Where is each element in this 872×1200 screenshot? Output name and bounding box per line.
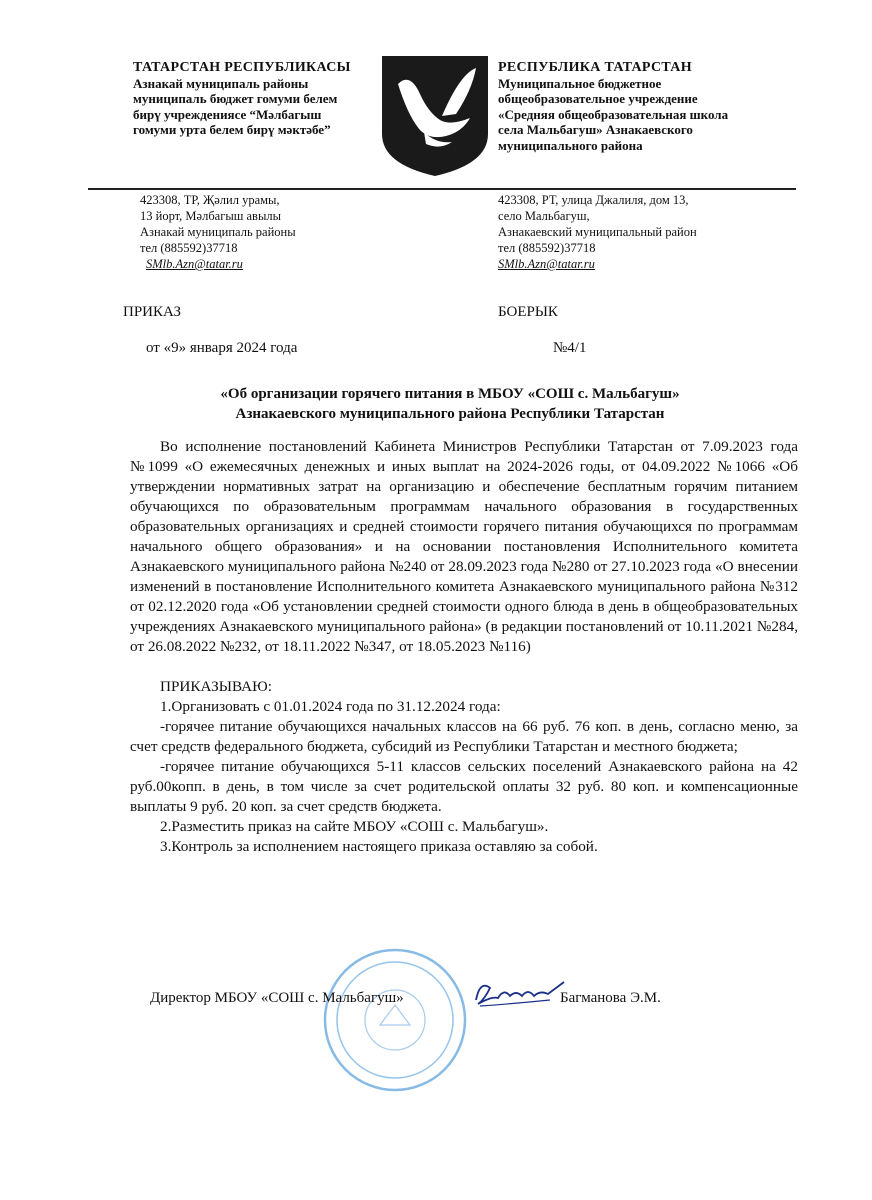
eagle-emblem-icon: [380, 54, 490, 178]
header-right-line: «Средняя общеобразовательная школа: [498, 106, 729, 122]
order-date: от «9» января 2024 года: [146, 340, 298, 356]
document-body: [130, 437, 798, 857]
preamble-paragraph: Во исполнение постановлений Кабинета Министров Республики Татарстан от 7.09.2023 года №1099 «О ежемесячных денежных и иных выплат на 2024-2026 годы, от 04.09.2022 №1066 «Об утверждении нормативных затрат на организацию и обеспечение бесплатным горячим питанием обучающихся по образовательным программам начального образования в государственных образовательных организациях и средней стоимости горячего питания обучающихся по программам начального общего образования» и на основании постановления Исполнительного комитета Азнакаевского муниципального района №240 от 28.09.2023 года №280 от 27.10.2023 года «О внесении изменений в постановление Исполнительного комитета Азнакаевского муниципального района №312 от 02.12.2020 года «Об установлении средней стоимости одного блюда в день в общеобразовательных учреждениях Азнакаевского муниципального района» (в редакции постановлений от 10.11.2021 №284, от 26.08.2022 №232, от 18.11.2022 №347, от 18.05.2023 №116): [130, 438, 798, 655]
signature-position: Директор МБОУ «СОШ с. Мальбагуш»: [150, 990, 404, 1006]
order-item-2: 2.Разместить приказ на сайте МБОУ «СОШ с. Мальбагуш».: [160, 818, 549, 835]
header-right-line: общеобразовательное учреждение: [498, 91, 698, 106]
email-link-right[interactable]: SMlb.Azn@tatar.ru: [498, 257, 595, 271]
address-line: Азнакаевский муниципальный район: [498, 225, 697, 239]
header-left: [133, 60, 373, 138]
address-line: 13 йорт, Мәлбагыш авылы: [140, 209, 281, 223]
address-line: 423308, РТ, улица Джалиля, дом 13,: [498, 193, 689, 207]
title-line: Азнакаевского муниципального района Республики Татарстан: [235, 406, 665, 422]
header-left-line: муниципаль бюджет гомуми белем: [133, 91, 338, 106]
header-right-line: муниципального района: [498, 137, 643, 153]
order-label-tt: БОЕРЫК: [498, 304, 558, 320]
address-left: [140, 192, 380, 272]
header-left-line: Азнакай муниципаль районы: [133, 75, 309, 91]
header-right: [498, 60, 778, 153]
header-left-line: гомуми урта белем бирү мәктәбе”: [133, 122, 331, 137]
address-line: село Мальбагуш,: [498, 209, 590, 223]
official-stamp: [320, 945, 470, 1095]
header-right-title: РЕСПУБЛИКА ТАТАРСТАН: [498, 60, 692, 75]
header-left-title: ТАТАРСТАН РЕСПУБЛИКАСЫ: [133, 60, 351, 75]
order-item-3: 3.Контроль за исполнением настоящего приказа оставляю за собой.: [160, 838, 598, 855]
header-right-line: села Мальбагуш» Азнакаевского: [498, 122, 693, 137]
order-number: №4/1: [553, 340, 587, 356]
order-word: ПРИКАЗЫВАЮ:: [160, 678, 272, 695]
address-line: тел (885592)37718: [140, 241, 238, 255]
order-label-ru: ПРИКАЗ: [123, 304, 181, 320]
document-title: [120, 384, 780, 424]
address-line: Азнакай муниципаль районы: [140, 225, 296, 239]
order-item-1: 1.Организовать с 01.01.2024 года по 31.12.2024 года:: [160, 698, 501, 715]
signature-name: Багманова Э.М.: [560, 990, 661, 1006]
address-right: [498, 192, 778, 272]
header-right-line: Муниципальное бюджетное: [498, 75, 662, 91]
email-link-left[interactable]: SMlb.Azn@tatar.ru: [146, 257, 243, 271]
title-line: «Об организации горячего питания в МБОУ «СОШ с. Мальбагуш»: [220, 386, 680, 402]
address-line: 423308, ТР, Җәлил урамы,: [140, 193, 280, 207]
order-item-1b: -горячее питание обучающихся 5-11 классов сельских поселений Азнакаевского района на 42 руб.00копп. в день, в том числе за счет родительской оплаты 32 руб. 80 коп. и компенсационные выплаты 9 руб. 20 коп. за счет средств бюджета.: [130, 758, 798, 815]
order-item-1a: -горячее питание обучающихся начальных классов на 66 руб. 76 коп. в день, согласно меню, за счет средств федерального бюджета, субсидий из Республики Татарстан и местного бюджета;: [130, 718, 798, 755]
handwritten-signature: [470, 970, 570, 1020]
address-line: тел (885592)37718: [498, 241, 596, 255]
header-left-line: бирү учреждениясе “Мәлбагыш: [133, 106, 322, 122]
header-divider: [88, 188, 796, 190]
